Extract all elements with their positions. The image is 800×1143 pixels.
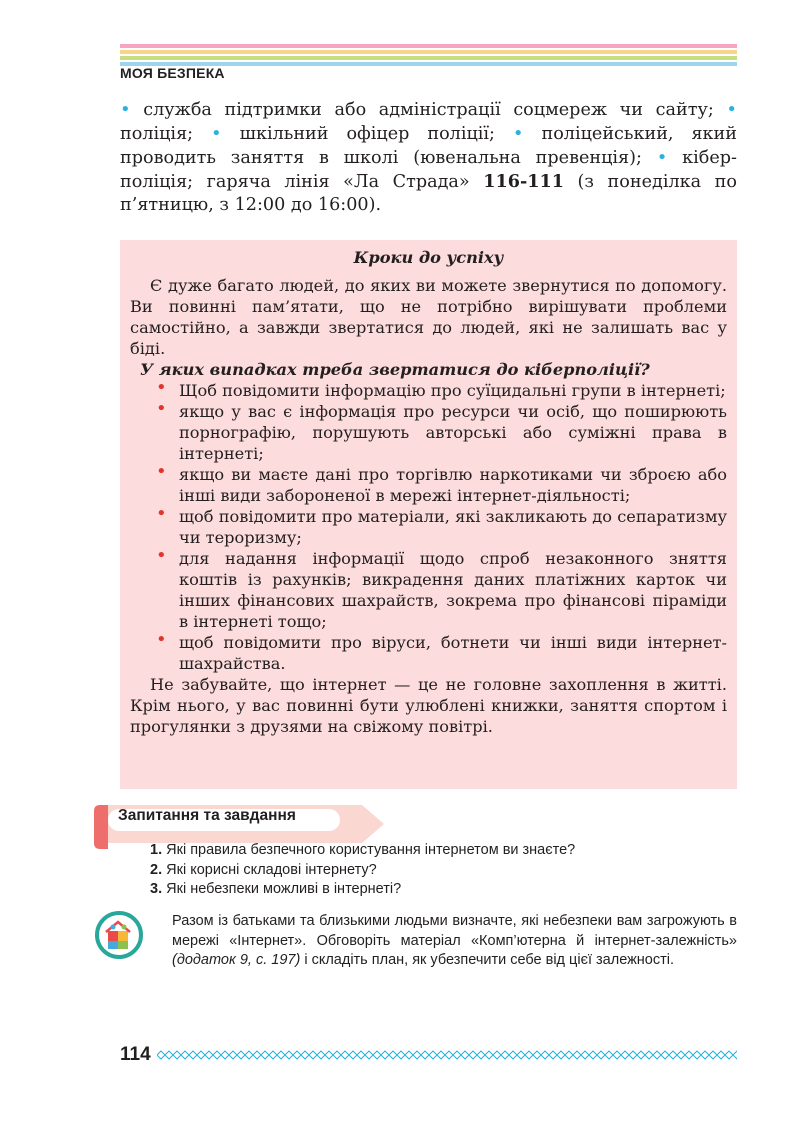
- tip-box-title: Кроки до успіху: [353, 248, 504, 267]
- tip-box-outro: Не забувайте, що інтернет — це не головне захоплення в житті. Крім нього, у вас повинні бути улюблені книжки, заняття спортом і прогулянки з друзями на свіжому повітрі.: [130, 675, 727, 736]
- questions-section-title: Запитання та завдання: [118, 807, 296, 824]
- help-resource: шкільний офіцер поліції;: [239, 124, 495, 144]
- bullet-dot-icon: •: [656, 147, 668, 168]
- help-resource: поліцейський, який проводить заняття в школі (ювенальна превенція);: [120, 124, 737, 168]
- questions-list: [150, 841, 575, 900]
- bullet-dot-icon: •: [156, 398, 167, 419]
- footer-zigzag-border: [157, 1050, 737, 1060]
- help-resources-paragraph: [120, 98, 737, 217]
- header-stripe-yellow: [120, 50, 737, 54]
- list-item: • щоб повідомити про віруси, ботнети чи інші види інтернет-шахрайства.: [156, 629, 727, 673]
- bullet-dot-icon: •: [120, 99, 131, 120]
- section-title: МОЯ БЕЗПЕКА: [120, 65, 225, 81]
- bullet-dot-icon: •: [726, 99, 738, 120]
- banner-tab: [94, 805, 108, 849]
- list-item: • якщо ви маєте дані про торгівлю наркотиками чи зброєю або інші види забороненої в мережі інтернет-діяльності;: [156, 461, 727, 505]
- bullet-dot-icon: •: [156, 461, 167, 482]
- appendix-reference: (додаток 9, с. 197): [172, 952, 301, 968]
- help-resource: кібер-поліція; гаряча лінія «Ла Страда»: [120, 148, 738, 192]
- list-item: • якщо у вас є інформація про ресурси чи осіб, що поширюють порнографію, порушують авторські або суміжні права в інтернеті;: [156, 398, 727, 463]
- header-stripe-pink: [120, 44, 737, 48]
- question-item: 3. Які небезпеки можливі в інтернеті?: [150, 881, 402, 897]
- bullet-dot-icon: •: [156, 545, 167, 566]
- page-number: 114: [120, 1044, 151, 1065]
- bullet-dot-icon: •: [156, 629, 167, 650]
- header-stripe-green: [120, 56, 737, 60]
- task-text: Разом із батьками та близькими людьми визначте, які небезпеки вам загрожують в мережі «Інтернет». Обговоріть матеріал «Комп’ютерна й інтернет-залежність» (додаток 9, с. 197) і складіть план, як убезпечити себе від цієї залежності.: [172, 913, 737, 968]
- help-resource: поліція;: [120, 124, 194, 144]
- list-item: • для надання інформації щодо спроб незаконного зняття коштів із рахунків; викрадення даних платіжних карток чи інших фінансових шахрайств, зокрема про фінансові піраміди в інтернеті тощо;: [156, 545, 727, 631]
- list-item: • Щоб повідомити інформацію про суїцидальні групи в інтернеті;: [156, 377, 726, 400]
- bullet-dot-icon: •: [156, 503, 167, 524]
- cyberpolice-cases-list: [130, 377, 727, 674]
- tip-box: [120, 240, 737, 789]
- hotline-hours: (з понеділка по п’ятницю, з 12:00 до 16:00).: [120, 172, 737, 215]
- bullet-dot-icon: •: [512, 123, 524, 144]
- tip-box-intro: Є дуже багато людей, до яких ви можете звернутися по допомогу. Ви повинні пам’ятати, що не потрібно вирішувати проблеми самостійно, а завжди звертатися до людей, які не залишать вас у біді.: [130, 276, 727, 358]
- question-item: 2. Які корисні складові інтернету?: [150, 861, 377, 878]
- question-item: 1. Які правила безпечного користування інтернетом ви знаєте?: [150, 842, 576, 858]
- bullet-dot-icon: •: [211, 123, 222, 144]
- bullet-dot-icon: •: [156, 377, 167, 398]
- tip-box-question: У яких випадках треба звертатися до кіберполіції?: [140, 360, 650, 379]
- list-item: • щоб повідомити про матеріали, які закликають до сепаратизму чи тероризму;: [156, 503, 727, 547]
- family-puzzle-icon: [95, 911, 143, 959]
- hotline-number: 116-111: [483, 171, 564, 192]
- help-resource: служба підтримки або адміністрації соцмереж чи сайту;: [143, 100, 714, 120]
